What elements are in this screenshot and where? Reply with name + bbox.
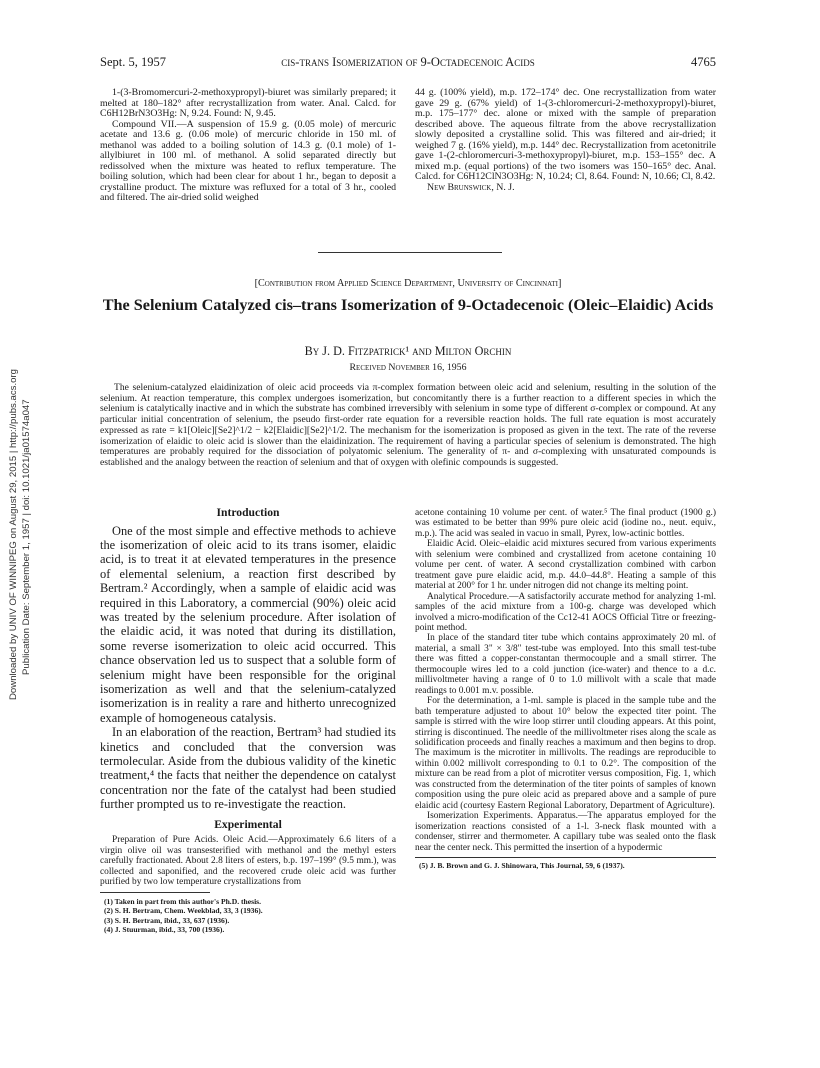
paragraph: One of the most simple and effective methods to achieve the isomerization of oleic acid to its trans isomer, elaidic acid, is to treat it at elevated temperatures in the presence of elemental selenium, a reaction first described by Bertram.² Accordingly, when a sample of elaidic acid was required in this Laboratory, a commercial (90%) oleic acid was treated by the selenium procedure. After isolation of the elaidic acid, it was noted that during its distillation, some reverse isomerization to oleic acid occurred. This chance observation led us to suspect that a soluble form of selenium might have been responsible for the original isomerization as well and that the selenium-catalyzed isomerization is in reality a rare and hitherto unrecognized example of homogeneous catalysis.: [100, 523, 396, 725]
header-date: Sept. 5, 1957: [100, 55, 166, 69]
location: New Brunswick, N. J.: [427, 181, 515, 193]
paragraph: 44 g. (100% yield), m.p. 172–174° dec. One recrystallization from water gave 29 g. (67% yield) of 1-(3-chloromercuri-2-methoxypropyl)-biuret, m.p. 175–177° dec. alone or mixed with the sample of preparation described above. The aqueous filtrate from the above recrystallization slowly deposited a crystalline solid. This was filtered and air-dried; it weighed 7 g. (16% yield), m.p. 144° dec. Recrystallization from acetonitrile gave 1-(2-chloromercuri-3-methoxypropyl)-biuret, m.p. 153–155° dec. A mixed m.p. (equal portions) of the two isomers was 150–165° dec. Anal. Calcd. for C6H12ClN3O3Hg: N, 10.24; Cl, 8.64. Found: N, 10.66; Cl, 8.42.: [415, 87, 716, 183]
paragraph: Isomerization Experiments. Apparatus.—The apparatus employed for the isomerization reactions consisted of a 1-l. 3-neck flask mounted with a condenser, stirrer and thermometer. A capillary tube was sealed onto the flask near the center neck. This permitted the insertion of a hypodermic: [415, 811, 716, 853]
section-divider: [318, 252, 502, 253]
running-title: cis-trans Isomerization of 9-Octadecenoic Acids: [281, 55, 535, 69]
paragraph: Compound VII.—A suspension of 15.9 g. (0.05 mole) of mercuric acetate and 13.6 g. (0.06 mole) of mercuric chloride in 150 ml. of methanol was added to a boiling solution of 14.3 g. (0.1 mole) of 1-allylbiuret in 100 ml. of methanol. A solid separated directly but redissolved when the mixture was heated to reflux temperature. The boiling solution, which had been clear for about 1 hr., began to deposit a crystalline product. The mixture was refluxed for a total of 3 hr., cooled and filtered. The air-dried solid weighed: [100, 118, 396, 204]
download-info: Downloaded by UNIV OF WINNIPEG on August 29, 2015 | http://pubs.acs.org: [8, 369, 19, 700]
affiliation: [Contribution from Applied Science Department, University of Cincinnati]: [254, 278, 562, 289]
paragraph: In an elaboration of the reaction, Bertram³ had studied its kinetics and concluded that the conversion was termolecular. Aside from the dubious validity of the kinetic treatment,⁴ the facts that neither the dependence on catalyst concentration nor the fate of the catalyst had been studied further prompted us to re-investigate the reaction.: [100, 725, 396, 812]
body-right-column: [415, 508, 716, 870]
experimental-heading: Experimental: [214, 817, 282, 831]
body-left-column: [100, 508, 396, 934]
page-number: 4765: [691, 55, 716, 69]
abstract: [100, 383, 716, 469]
abstract-text: The selenium-catalyzed elaidinization of oleic acid proceeds via π-complex formation between oleic acid and selenium, resulting in the solution of the selenium. At reaction temperature, this complex undergoes isomerization, but concomitantly there is a further reaction to a different species in which the selenium is catalytically inactive and in which the substrate has combined irreversibly with selenium in some type of different σ-complex or compound. At any particular initial concentration of selenium, the pseudo first-order rate equation for a reversible reaction holds. The full rate equation is most accurately expressed as rate = k1[Oleic][Se2]^1/2 − k2[Elaidic][Se2]^1/2. The mechanism for the isomerization is proposed as given in the text. The rate of the reverse isomerization of elaidic to oleic acid is slower than the elaidinization. The requirement of having a particular species of selenium is demonstrated. The high temperatures are probably required for the dissociation of polyatomic selenium. The generality of π- and σ-complexing with unsaturated compounds is established and the analogy between the reaction of selenium and that of oxygen with olefinic compounds is suggested.: [100, 382, 716, 468]
introduction-heading: Introduction: [216, 506, 280, 519]
paragraph: Elaidic Acid. Oleic–elaidic acid mixtures secured from various experiments with selenium were combined and crystallized from acetone containing 10 volume per cent. of water. A second crystallization combined with carbon treatment gave pure elaidic acid, m.p. 44.0–44.8°. Heating a sample of this material at 200° for 1 hr. under nitrogen did not change its melting point.: [415, 539, 716, 592]
publication-info: Publication Date: September 1, 1957 | doi: 10.1021/ja01574a047: [21, 399, 32, 675]
download-sidebar: [4, 260, 40, 700]
paragraph: For the determination, a 1-ml. sample is placed in the sample tube and the bath temperature adjusted to about 10° below the expected titer point. The sample is stirred with the wire loop stirrer until clouding appears. At this point, stirring is discontinued. The needle of the millivoltmeter rises along the scale as solidification proceeds and finally reaches a maximum and then begins to drop. The maximum is the microtiter in millivolts. The readings are reproducible to within 0.002 millivolt corresponding to 0.1 to 0.2°. The composition of the mixture can be read from a plot of microtiter versus composition, Fig. 1, which was constructed from the determination of the titer points of samples of known composition using the pure oleic acid as prepared above and a sample of pure elaidic acid (courtesy Eastern Regional Laboratory, Department of Agriculture).: [415, 696, 716, 811]
page-header: [100, 55, 716, 71]
paragraph: acetone containing 10 volume per cent. of water.⁵ The final product (1900 g.) was estimated to be better than 99% pure oleic acid (iodine no., neut. equiv., m.p.). The acid was sealed in vacuo in small, Pyrex, low-actinic bottles.: [415, 508, 716, 539]
continued-text-left: [100, 88, 396, 204]
footnote: (4) J. Stuurman, ibid., 33, 700 (1936).: [104, 924, 225, 934]
paragraph: In place of the standard titer tube which contains approximately 20 ml. of material, a small 3" × 3/8" test-tube was employed. Into this small test-tube there was fitted a copper-constantan thermocouple and a small stirrer. The thermocouple wires led to a cold junction (ice-water) and thence to a d.c. millivoltmeter having a range of 0 to 1.0 millivolt with a scale that made readings to 0.001 m.v. possible.: [415, 633, 716, 696]
received-date: Received November 16, 1956: [349, 362, 467, 373]
footnote-rule: [100, 892, 210, 893]
authors: By J. D. Fitzpatrick¹ and Milton Orchin: [304, 344, 512, 358]
footnote: (5) J. B. Brown and G. J. Shinowara, This Journal, 59, 6 (1937).: [419, 860, 625, 870]
paragraph: Preparation of Pure Acids. Oleic Acid.—Approximately 6.6 liters of a virgin olive oil was transesterified with methanol and the methyl esters carefully fractionated. About 2.8 liters of esters, b.p. 197–199° (9.5 mm.), was collected and saponified, and the recovered crude oleic acid was further purified by two low temperature crystallizations from: [100, 835, 396, 888]
paragraph: 1-(3-Bromomercuri-2-methoxypropyl)-biuret was similarly prepared; it melted at 180–182° after recrystallization from water. Anal. Calcd. for C6H12BrN3O3Hg: N, 9.24. Found: N, 9.45.: [100, 87, 396, 120]
footnote: (2) S. H. Bertram, Chem. Weekblad, 33, 3 (1936).: [104, 906, 263, 916]
footnote: (3) S. H. Bertram, ibid., 33, 637 (1936).: [104, 915, 230, 925]
footnote: (1) Taken in part from this author's Ph.D. thesis.: [104, 896, 262, 906]
footnote-rule: [415, 857, 716, 858]
paragraph: Analytical Procedure.—A satisfactorily accurate method for analyzing 1-ml. samples of the acid mixture from a 100-g. charge was developed which involved a micro-modification of the Cc12-41 AOCS Official Titre or freezing-point method.: [415, 591, 716, 633]
article-title: The Selenium Catalyzed cis–trans Isomerization of 9-Octadecenoic (Oleic–Elaidic) Acids: [102, 296, 714, 314]
continued-text-right: [415, 88, 716, 193]
